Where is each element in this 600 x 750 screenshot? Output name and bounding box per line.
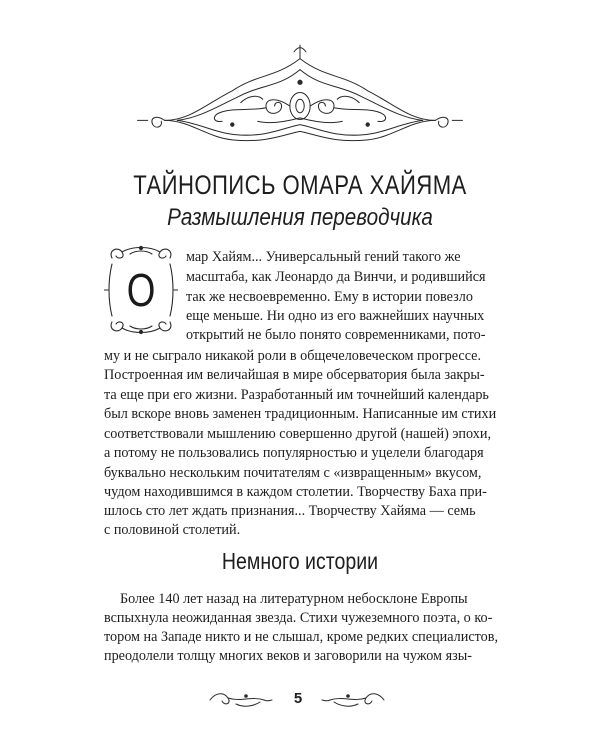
- line-text: преодолели толщу многих веков и заговорили на чужом язы-: [104, 648, 472, 664]
- line-text: Более 140 лет назад на литературном небосклоне Европы: [120, 591, 468, 607]
- text-line: [120, 590, 496, 608]
- text-line: [104, 483, 496, 501]
- chapter-subtitle: Размышления переводчика: [167, 204, 433, 231]
- line-text: буквально нескольким почитателям с «извращенным» вкусом,: [104, 465, 482, 481]
- text-line: [104, 502, 496, 520]
- chapter-title: ТАЙНОПИСЬ ОМАРА ХАЙЯМА: [133, 170, 467, 200]
- line-text: чудом находившимся в каждом столетии. Творчеству Баха при-: [104, 484, 487, 500]
- text-line: [104, 347, 496, 365]
- section-heading: Немного истории: [221, 548, 379, 574]
- text-line: [186, 288, 494, 306]
- text-line: [104, 425, 496, 443]
- text-line: [104, 405, 496, 423]
- line-text: масштаба, как Леонардо да Винчи, и родившийся: [186, 269, 486, 285]
- footer-ornament-icon: [318, 690, 388, 710]
- text-line: [104, 521, 496, 539]
- text-line: [104, 628, 496, 646]
- text-line: [104, 464, 496, 482]
- line-text: шлось сто лет ждать признания... Творчеству Хайяма — семь: [104, 503, 476, 519]
- text-line: [186, 326, 494, 344]
- line-text: еще меньше. Ни одно из его важнейших научных: [186, 308, 485, 324]
- line-text: открытий не было понято современниками, пото-: [186, 327, 486, 343]
- page-number: 5: [293, 690, 303, 707]
- text-line: [104, 386, 496, 404]
- line-text: та еще при его жизни. Разработанный им точнейший календарь: [104, 387, 489, 403]
- line-text: тором на Западе никто и не слышал, кроме редких специалистов,: [104, 629, 498, 645]
- line-text: вспыхнула неожиданная звезда. Стихи чужеземного поэта, о ко-: [104, 610, 493, 626]
- text-line: [186, 248, 494, 266]
- line-text: Построенная им величайшая в мире обсерватория была закры-: [104, 367, 485, 383]
- line-text: соответствовали мышлению совершенно другой (нашей) эпохи,: [104, 426, 491, 442]
- text-line: [186, 268, 494, 286]
- dropcap: [104, 244, 178, 336]
- line-text: а потому не пользовались популярностью и уцелели благодаря: [104, 445, 484, 461]
- text-line: [104, 444, 496, 462]
- line-text: был вскоре вновь заменен традиционным. Написанные им стихи: [104, 406, 497, 422]
- footer-ornament-icon: [206, 690, 276, 710]
- top-ornament-icon: [100, 40, 500, 150]
- text-line: [104, 647, 496, 665]
- text-line: [186, 307, 494, 325]
- line-text: с половиной столетий.: [104, 522, 241, 538]
- line-text: так же несвоевременно. Ему в истории повезло: [186, 289, 473, 305]
- dropcap-letter: О: [126, 264, 156, 316]
- line-text: му и не сыграло никакой роли в общечеловеческом прогрессе.: [104, 348, 482, 364]
- text-line: [104, 609, 496, 627]
- line-text: мар Хайям... Универсальный гений такого же: [186, 249, 461, 265]
- text-line: [104, 366, 496, 384]
